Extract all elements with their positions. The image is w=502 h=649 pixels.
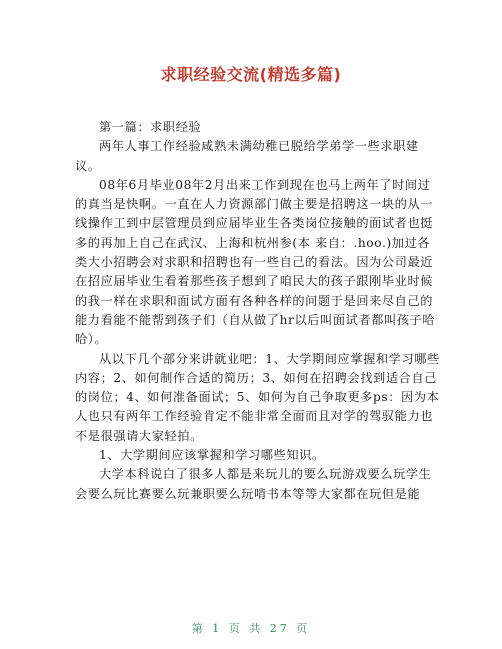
- text-line: 的我一样在求职和面试方面有各种各样的问题于是回来尽自己的: [75, 293, 434, 308]
- text-line: 的岗位；4、如何准备面试；5、如何为自己争取更多ps：因为本: [75, 390, 440, 405]
- text-line: 线操作工到中层管理员到应届毕业生各类岗位接触的面试者也挺: [75, 216, 434, 231]
- text-line: 人也只有两年工作经验肯定不能非常全面而且对学的驾驭能力也: [75, 409, 434, 424]
- text-line: 类大小招聘会对求职和招聘也有一些自己的看法。因为公司最近: [75, 255, 434, 270]
- text-line: 两年人事工作经验咸熟未满幼稚已脱给学弟学一些求职建: [99, 139, 419, 154]
- text-line: 在招应届毕业生看着那些孩子想到了咱民大的孩子跟刚毕业时候: [75, 274, 434, 289]
- text-line: 第一篇：求职经验: [99, 120, 202, 134]
- text-line: 1、大学期间应该掌握和学习哪些知识。: [99, 448, 325, 463]
- text-line: 从以下几个部分来讲就业吧：1、大学期间应掌握和学习哪些: [99, 351, 440, 366]
- page-footer: 第 1 页 共 27 页: [191, 622, 311, 635]
- text-line: 多的再加上自己在武汉、上海和杭州参(本 来自：.hoo.)加过各: [75, 235, 431, 250]
- text-line: 的真当是快啊。一直在人力资源部门做主要是招聘这一块的从一: [75, 197, 434, 212]
- text-line: 能力看能不能帮到孩子们（自从做了hr以后叫面试者都叫孩子哈: [75, 312, 436, 327]
- text-line: 大学本科说白了很多人都是来玩儿的要么玩游戏要么玩学生: [99, 467, 432, 482]
- document-title: 求职经验交流(精选多篇): [160, 65, 342, 84]
- text-line: 内容；2、如何制作合适的简历；3、如何在招聘会找到适合自己: [75, 370, 437, 385]
- text-line: 议。: [75, 158, 101, 173]
- text-line: 08年6月毕业08年2月出来工作到现在也马上两年了时间过: [99, 177, 431, 192]
- text-line: 不是很强请大家轻拍。: [75, 428, 203, 443]
- text-line: 哈）。: [75, 332, 108, 347]
- document-body: [75, 118, 440, 504]
- text-line: 会要么玩比赛要么玩兼职要么玩啃书本等等大家都在玩但是能: [75, 486, 421, 501]
